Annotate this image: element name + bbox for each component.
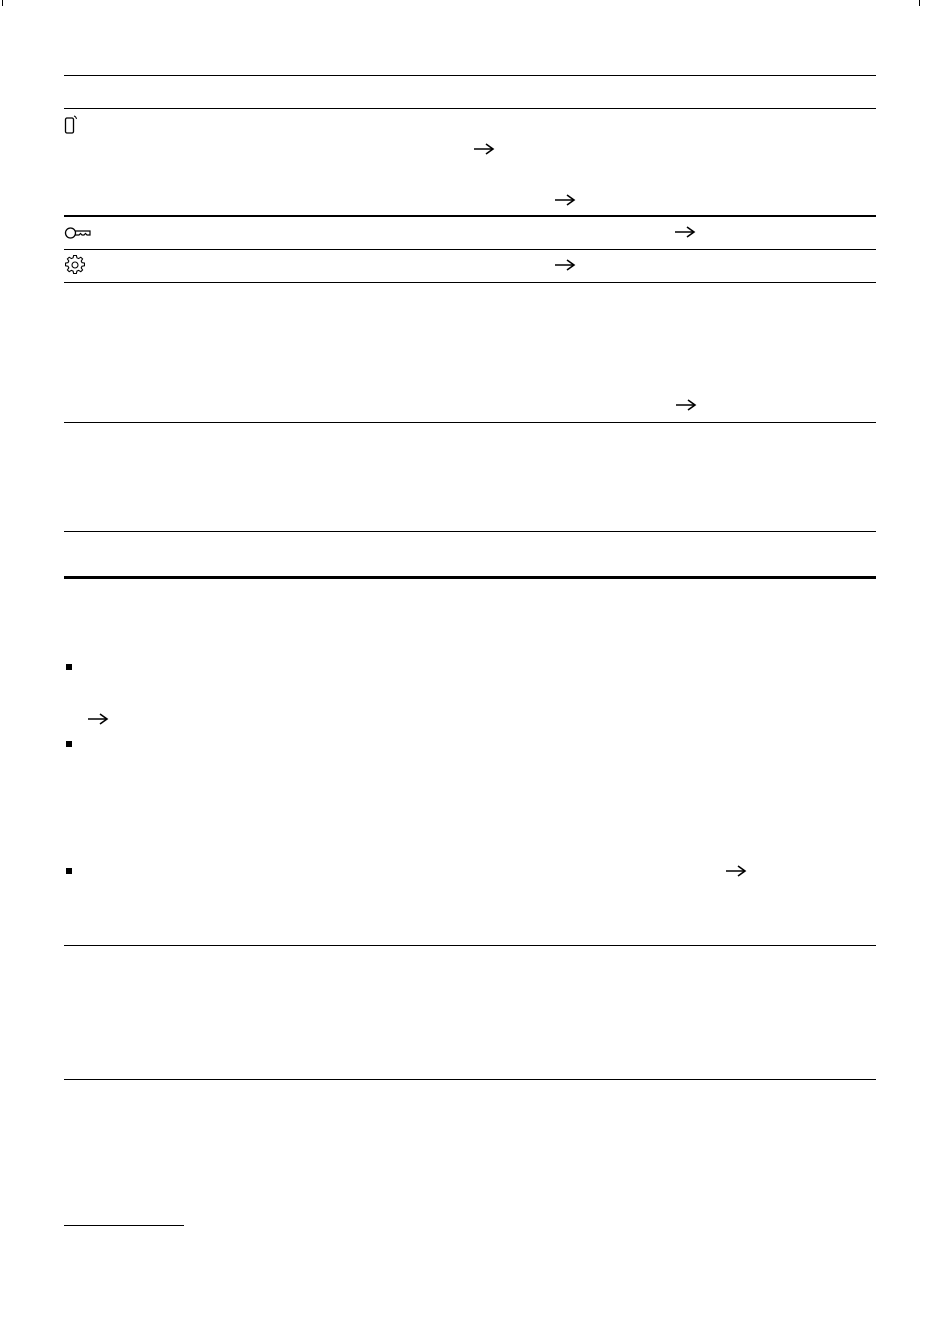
key-icon [64, 225, 92, 241]
right-arrow-icon [554, 259, 576, 271]
table-row-rule [64, 215, 876, 217]
table-header-rule [64, 108, 876, 109]
table-bottom-rule [64, 576, 876, 579]
footnote-separator [64, 1225, 184, 1226]
right-arrow-icon [473, 143, 495, 155]
table-row-rule [64, 282, 876, 283]
right-arrow-icon [674, 226, 696, 238]
corner-mark-right [919, 0, 920, 6]
table-top-rule [64, 75, 876, 76]
table-row-rule [64, 531, 876, 532]
lower-table-bottom-rule [64, 1079, 876, 1080]
table-row-rule [64, 422, 876, 423]
table-row-rule [64, 249, 876, 250]
right-arrow-icon [554, 194, 576, 206]
square-bullet-icon [66, 741, 72, 747]
lower-table-top-rule [64, 945, 876, 946]
right-arrow-icon [87, 713, 109, 725]
corner-mark-left [2, 0, 3, 6]
gear-icon [65, 255, 85, 275]
square-bullet-icon [66, 868, 72, 874]
right-arrow-icon [675, 399, 697, 411]
right-arrow-icon [725, 865, 747, 877]
square-bullet-icon [66, 664, 72, 670]
phone-icon [64, 115, 78, 135]
